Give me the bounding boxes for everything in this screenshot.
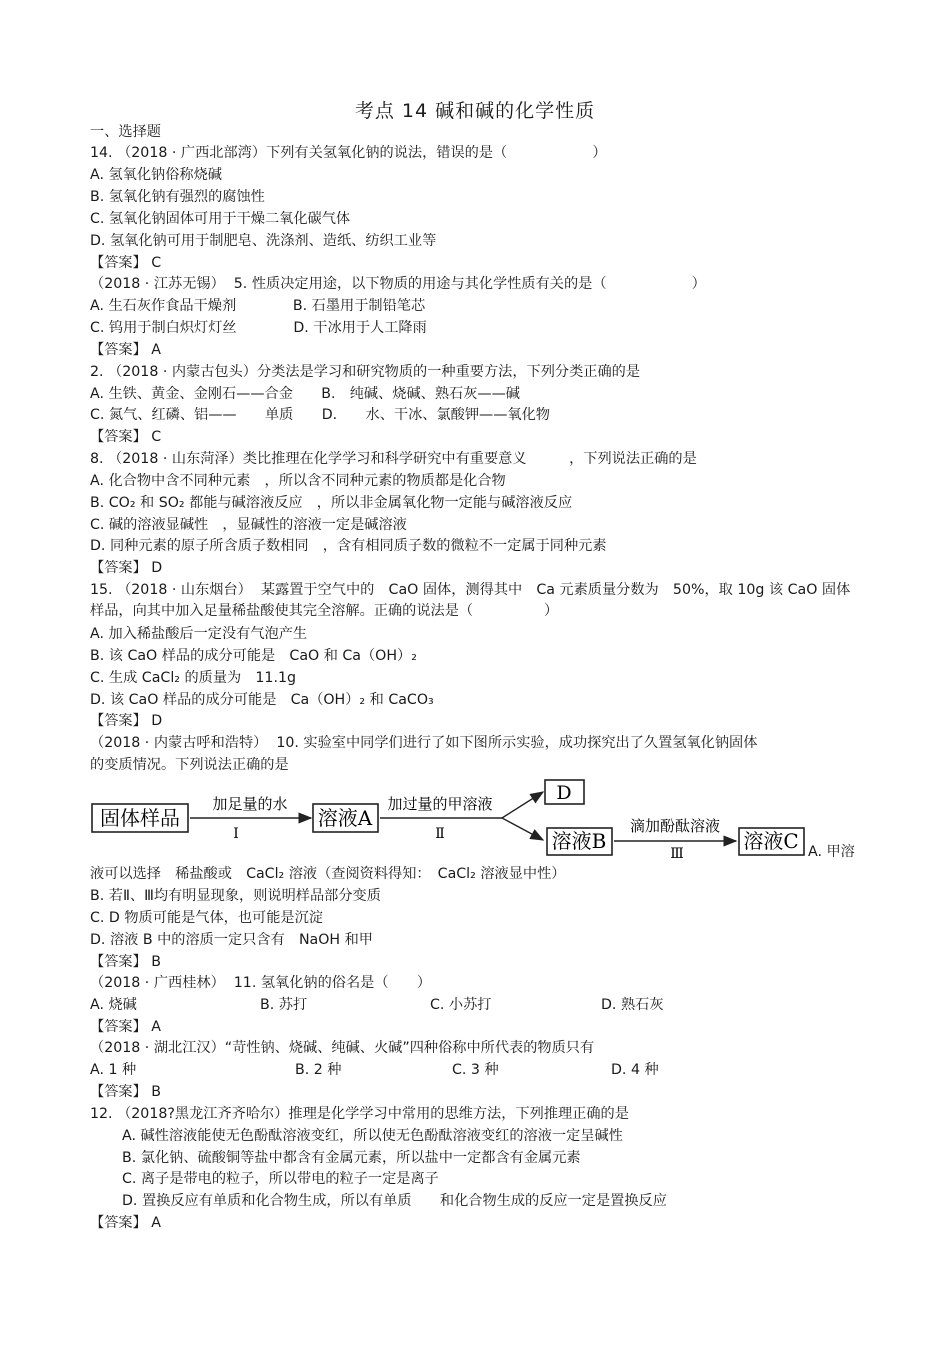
answer-line: 【答案】 B	[90, 954, 161, 970]
option-line: B. 氢氧化钠有强烈的腐蚀性	[90, 189, 265, 205]
question-stem: （2018 · 江苏无锡） 5. 性质决定用途，以下物质的用途与其化学性质有关的是（ ）	[90, 276, 706, 292]
box-solid-sample	[92, 804, 188, 832]
question-stem: 12. （2018?黑龙江齐齐哈尔）推理是化学学习中常用的思维方法，下列推理正确的是	[90, 1106, 629, 1122]
option-d: D. 4 种	[611, 1062, 659, 1078]
option-b: B. 2 种	[295, 1062, 342, 1078]
question-stem-cont: 的变质情况。下列说法正确的是	[90, 757, 289, 773]
box-solution-b	[547, 828, 612, 855]
box-d-label: D	[556, 782, 572, 804]
experiment-flow-diagram	[90, 778, 810, 860]
answer-line: 【答案】 C	[90, 255, 162, 271]
answer-line: 【答案】 A	[90, 1019, 161, 1035]
option-line: D. 置换反应有单质和化合物生成，所以有单质 和化合物生成的反应一定是置换反应	[122, 1193, 667, 1209]
option-line: D. 氢氧化钠可用于制肥皂、洗涤剂、造纸、纺织工业等	[90, 233, 437, 249]
option-c: C. 小苏打	[430, 997, 492, 1013]
box-solution-b-label: 溶液B	[551, 829, 607, 853]
box-solution-c	[739, 828, 804, 855]
box-d	[545, 780, 584, 804]
option-b: B. 苏打	[260, 997, 308, 1013]
question-stem: （2018 · 湖北江汉）“苛性钠、烧碱、纯碱、火碱”四种俗称中所代表的物质只有	[90, 1040, 595, 1056]
question-14-stem: 14. （2018 · 广西北部湾）下列有关氢氧化钠的说法，错误的是（ ）	[90, 145, 607, 161]
answer-line: 【答案】 D	[90, 713, 163, 729]
arrow-step-1-label: 加足量的水	[212, 795, 288, 813]
answer-line: 【答案】 A	[90, 1215, 161, 1231]
answer-line: 【答案】 C	[90, 429, 162, 445]
option-line: C. D 物质可能是气体，也可能是沉淀	[90, 910, 323, 926]
question-stem-cont: 样品，向其中加入足量稀盐酸使其完全溶解。正确的说法是（ ）	[90, 603, 559, 619]
option-line: 液可以选择 稀盐酸或 CaCl₂ 溶液（查阅资料得知： CaCl₂ 溶液显中性）	[90, 866, 566, 882]
arrow-step-1-number: Ⅰ	[233, 826, 239, 842]
answer-line: 【答案】 B	[90, 1084, 161, 1100]
arrow-step-3-number: Ⅲ	[670, 846, 684, 860]
answer-line: 【答案】 A	[90, 342, 161, 358]
option-line: B. CO₂ 和 SO₂ 都能与碱溶液反应 ，所以非金属氧化物一定能与碱溶液反应	[90, 495, 573, 511]
option-line: B. 该 CaO 样品的成分可能是 CaO 和 Ca（OH）₂	[90, 648, 417, 664]
option-line: B. 氯化钠、硫酸铜等盐中都含有金属元素，所以盐中一定都含有金属元素	[122, 1150, 581, 1166]
option-line: C. 碱的溶液显碱性 ，显碱性的溶液一定是碱溶液	[90, 517, 407, 533]
arrow-step-3-label: 滴加酚酞溶液	[629, 817, 721, 835]
option-line: A. 生石灰作食品干燥剂 B. 石墨用于制铅笔芯	[90, 298, 426, 314]
arrow-step-2-label: 加过量的甲溶液	[387, 795, 493, 813]
question-stem: （2018 · 内蒙古呼和浩特） 10. 实验室中同学们进行了如下图所示实验，成功探究出了久置氢氧化钠固体	[90, 735, 758, 751]
section-heading: 一、选择题	[90, 124, 161, 140]
option-line: C. 离子是带电的粒子，所以带电的粒子一定是离子	[122, 1171, 439, 1187]
page-title: 考点 14 碱和碱的化学性质	[354, 100, 596, 122]
option-a: A. 1 种	[90, 1062, 137, 1078]
option-d: D. 熟石灰	[601, 997, 664, 1013]
box-solution-a-label: 溶液A	[317, 806, 373, 830]
box-solution-c-label: 溶液C	[743, 829, 799, 853]
box-solution-a	[313, 804, 378, 832]
question-stem: （2018 · 广西桂林） 11. 氢氧化钠的俗名是（ ）	[90, 975, 432, 991]
option-line: A. 化合物中含不同种元素 ，所以含不同种元素的物质都是化合物	[90, 473, 506, 489]
option-line: C. 生成 CaCl₂ 的质量为 11.1g	[90, 670, 296, 686]
question-stem: 15. （2018 · 山东烟台） 某露置于空气中的 CaO 固体，测得其中 Ca 元素质量分数为 50%，取 10g 该 CaO 固体	[90, 582, 851, 598]
question-stem: 2. （2018 · 内蒙古包头）分类法是学习和研究物质的一种重要方法，下列分类正确的是	[90, 364, 641, 380]
option-a: A. 烧碱	[90, 997, 137, 1013]
option-line: A. 碱性溶液能使无色酚酞溶液变红，所以使无色酚酞溶液变红的溶液一定呈碱性	[122, 1128, 623, 1144]
option-line: A. 生铁、黄金、金刚石——合金 B. 纯碱、烧碱、熟石灰——碱	[90, 386, 520, 402]
option-line: C. 氢氧化钠固体可用于干燥二氧化碳气体	[90, 211, 351, 227]
option-line: D. 该 CaO 样品的成分可能是 Ca（OH）₂ 和 CaCO₃	[90, 692, 434, 708]
option-line: A. 氢氧化钠俗称烧碱	[90, 167, 222, 183]
option-line: C. 氮气、红磷、铝—— 单质 D. 水、干冰、氯酸钾——氧化物	[90, 407, 550, 423]
option-line: D. 溶液 B 中的溶质一定只含有 NaOH 和甲	[90, 932, 373, 948]
box-solid-sample-label: 固体样品	[100, 806, 180, 830]
option-line: C. 钨用于制白炽灯灯丝 D. 干冰用于人工降雨	[90, 320, 427, 336]
option-line: A. 加入稀盐酸后一定没有气泡产生	[90, 626, 308, 642]
answer-line: 【答案】 D	[90, 560, 163, 576]
arrow-step-2-number: Ⅱ	[435, 826, 445, 842]
arrow-step-1	[190, 795, 311, 842]
question-stem: 8. （2018 · 山东菏泽）类比推理在化学学习和科学研究中有重要意义 ，下列说法正确的是	[90, 451, 697, 467]
option-c: C. 3 种	[452, 1062, 499, 1078]
arrow-step-2	[380, 792, 543, 842]
option-a-start: A. 甲溶	[808, 844, 855, 860]
option-line: B. 若Ⅱ、Ⅲ均有明显现象，则说明样品部分变质	[90, 888, 381, 904]
option-line: D. 同种元素的原子所含质子数相同 ，含有相同质子数的微粒不一定属于同种元素	[90, 538, 607, 554]
arrow-step-3	[614, 817, 736, 860]
